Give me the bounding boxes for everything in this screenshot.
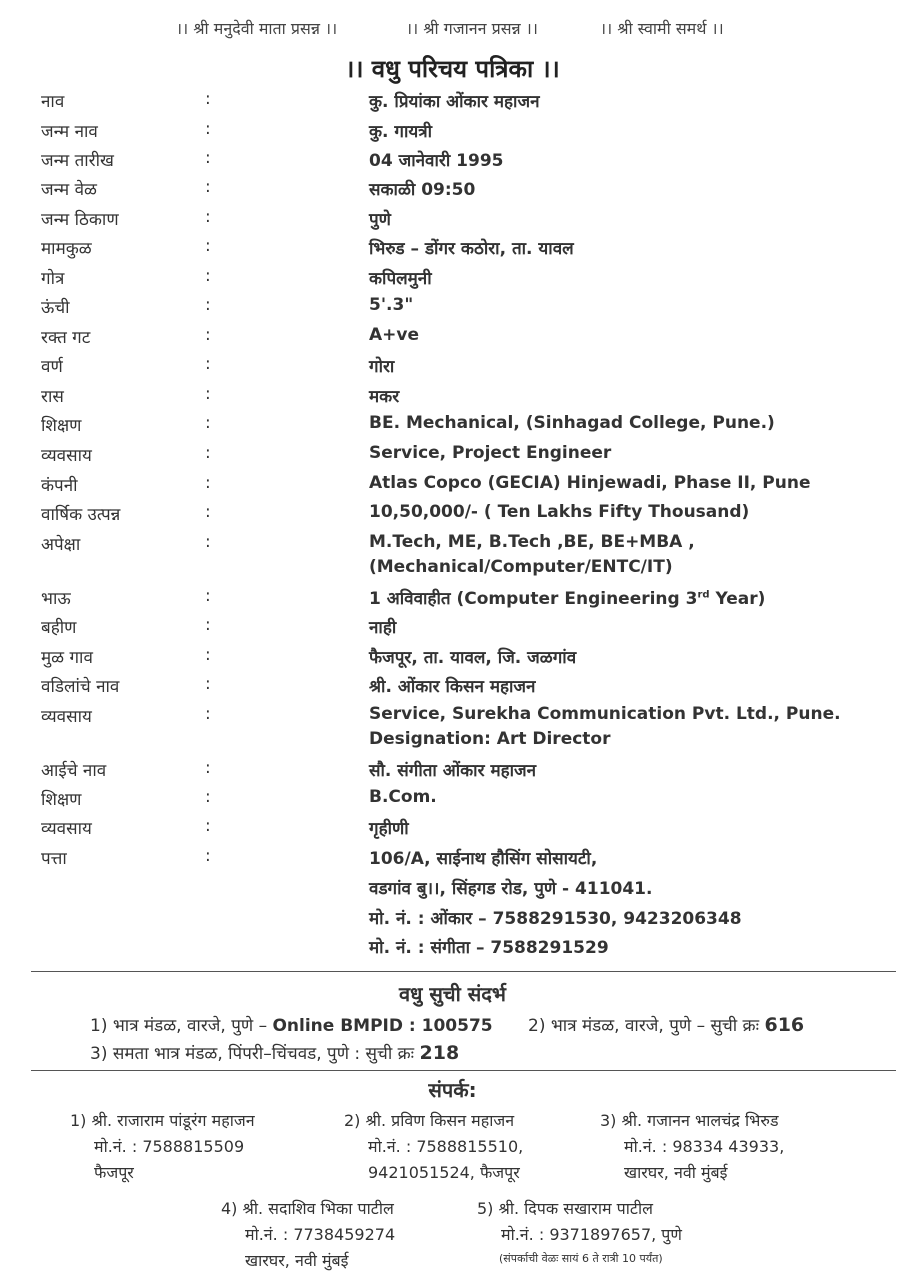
field-colon: : [205, 674, 211, 694]
contact-name: 3) श्री. गजानन भालचंद्र भिरुड [600, 1111, 779, 1130]
contact-phone: मो.नं. : 9371897657, पुणे [501, 1225, 682, 1244]
field-value: कपिलमुनी [369, 269, 432, 289]
field-colon: : [205, 758, 211, 778]
field-label: जन्म तारीख [41, 151, 114, 171]
contact-place: खारघर, नवी मुंबई [245, 1251, 349, 1270]
contact-phone: मो.नं. : 7738459274 [245, 1225, 396, 1244]
invocation-3: ।। श्री स्वामी समर्थ ।। [600, 19, 724, 38]
field-value: गृहीणी [369, 819, 409, 839]
field-label: मुळ गाव [41, 648, 93, 668]
field-colon: : [205, 816, 211, 836]
field-colon: : [205, 787, 211, 807]
field-colon: : [205, 148, 211, 168]
contact-name: 1) श्री. राजाराम पांडूरंग महाजन [70, 1111, 255, 1130]
field-label: आईचे नाव [41, 761, 107, 781]
document-title: ।। वधु परिचय पत्रिका ।। [345, 55, 560, 83]
field-colon: : [205, 532, 211, 552]
field-label: रक्त गट [41, 328, 91, 348]
field-colon: : [205, 119, 211, 139]
field-label: वर्ण [41, 357, 63, 377]
divider [31, 971, 896, 972]
field-label: भाऊ [41, 589, 71, 609]
contact-name: 5) श्री. दिपक सखाराम पाटील [477, 1199, 653, 1218]
field-colon: : [205, 846, 211, 866]
contact-place: 9421051524, फैजपूर [368, 1163, 520, 1182]
field-colon: : [205, 443, 211, 463]
field-label: ऊंची [41, 298, 70, 318]
field-value: 106/A, साईनाथ हौसिंग सोसायटी, [369, 849, 598, 869]
field-label: रास [41, 387, 64, 407]
field-label: वडिलांचे नाव [41, 677, 120, 697]
reference-1: 1) भात्र मंडळ, वारजे, पुणे – Online BMPID : 100575 [90, 1016, 493, 1036]
field-colon: : [205, 236, 211, 256]
field-colon: : [205, 473, 211, 493]
contact-phone: मो.नं. : 7588815509 [94, 1137, 245, 1156]
field-value: भिरुड – डोंगर कठोरा, ता. यावल [369, 239, 574, 259]
field-colon: : [205, 325, 211, 345]
field-colon: : [205, 354, 211, 374]
field-value: नाही [369, 618, 397, 638]
field-value: सौ. संगीता ओंकार महाजन [369, 761, 537, 781]
field-colon: : [205, 384, 211, 404]
field-colon: : [205, 89, 211, 109]
contact-place: फैजपूर [94, 1163, 134, 1182]
invocation-header [0, 17, 905, 43]
field-value-continued: (Mechanical/Computer/ENTC/IT) [369, 557, 673, 577]
field-label: गोत्र [41, 269, 65, 289]
field-label: जन्म नाव [41, 122, 98, 142]
field-colon: : [205, 266, 211, 286]
contact-person-1 [70, 1108, 255, 1186]
field-value: M.Tech, ME, B.Tech ,BE, BE+MBA , [369, 532, 695, 552]
field-label: शिक्षण [41, 416, 82, 436]
field-label: जन्म वेळ [41, 180, 97, 200]
contact-phone: मो.नं. : 98334 43933, [624, 1137, 785, 1156]
field-value: कु. प्रियांका ओंकार महाजन [369, 92, 540, 112]
contact-person-4 [221, 1196, 395, 1274]
field-colon: : [205, 413, 211, 433]
field-colon: : [205, 586, 211, 606]
contact-phone: मो.नं. : 7588815510, [368, 1137, 524, 1156]
invocation-1: ।। श्री मनुदेवी माता प्रसन्न ।। [176, 19, 338, 38]
field-value: B.Com. [369, 787, 437, 807]
reference-3: 3) समता भात्र मंडळ, पिंपरी–चिंचवड, पुणे : सुची क्रः 218 [90, 1042, 460, 1064]
field-value: सकाळी 09:50 [369, 180, 476, 200]
contact-person-3 [600, 1108, 784, 1186]
field-label: शिक्षण [41, 790, 82, 810]
field-value: Service, Surekha Communication Pvt. Ltd., Pune. [369, 704, 841, 724]
references-heading: वधु सुची संदर्भ [399, 982, 506, 1006]
contact-name: 2) श्री. प्रविण किसन महाजन [344, 1111, 515, 1130]
contacts-heading: संपर्क: [428, 1078, 477, 1102]
field-value: पुणे [369, 210, 391, 230]
field-colon: : [205, 615, 211, 635]
ordinal-suffix: rd [697, 589, 710, 601]
reference-2: 2) भात्र मंडळ, वारजे, पुणे – सुची क्रः 616 [528, 1014, 805, 1036]
field-value-text: 1 अविवाहीत (Computer Engineering 3 [369, 589, 698, 609]
field-colon: : [205, 645, 211, 665]
field-value [369, 586, 765, 609]
divider [31, 1070, 896, 1071]
field-value-text: Year) [709, 589, 766, 609]
field-label: व्यवसाय [41, 819, 92, 839]
contact-name: 4) श्री. सदाशिव भिका पाटील [221, 1199, 394, 1218]
contact-person-5 [477, 1196, 682, 1248]
field-label: पत्ता [41, 849, 67, 869]
field-label: कंपनी [41, 476, 78, 496]
field-value: 5'.3" [369, 295, 414, 315]
invocation-2: ।। श्री गजानन प्रसन्न ।। [406, 19, 538, 38]
contact-person-2 [344, 1108, 523, 1186]
field-value: Service, Project Engineer [369, 443, 612, 463]
field-colon: : [205, 502, 211, 522]
field-label: मामकुळ [41, 239, 92, 259]
field-value: फैजपूर, ता. यावल, जि. जळगांव [369, 648, 577, 668]
field-value: 10,50,000/- ( Ten Lakhs Fifty Thousand) [369, 502, 750, 522]
field-value: Atlas Copco (GECIA) Hinjewadi, Phase II, Pune [369, 473, 811, 493]
field-label: बहीण [41, 618, 77, 638]
field-value: गोरा [369, 357, 395, 377]
field-value: कु. गायत्री [369, 122, 433, 142]
field-colon: : [205, 295, 211, 315]
field-colon: : [205, 704, 211, 724]
field-label: जन्म ठिकाण [41, 210, 119, 230]
field-colon: : [205, 207, 211, 227]
field-value: A+ve [369, 325, 420, 345]
field-value: BE. Mechanical, (Sinhagad College, Pune.) [369, 413, 775, 433]
field-value-continued: Designation: Art Director [369, 729, 611, 749]
contact-time-note: (संपर्काची वेळः सायं 6 ते रात्री 10 पर्यंत) [499, 1252, 663, 1265]
field-label: व्यवसाय [41, 446, 92, 466]
field-label: व्यवसाय [41, 707, 92, 727]
field-value: मकर [369, 387, 400, 407]
field-colon: : [205, 177, 211, 197]
field-label: अपेक्षा [41, 535, 81, 555]
field-value: श्री. ओंकार किसन महाजन [369, 677, 536, 697]
field-value: 04 जानेवारी 1995 [369, 151, 504, 171]
field-label: वार्षिक उत्पन्न [41, 505, 121, 525]
contact-place: खारघर, नवी मुंबई [624, 1163, 728, 1182]
field-label: नाव [41, 92, 65, 112]
